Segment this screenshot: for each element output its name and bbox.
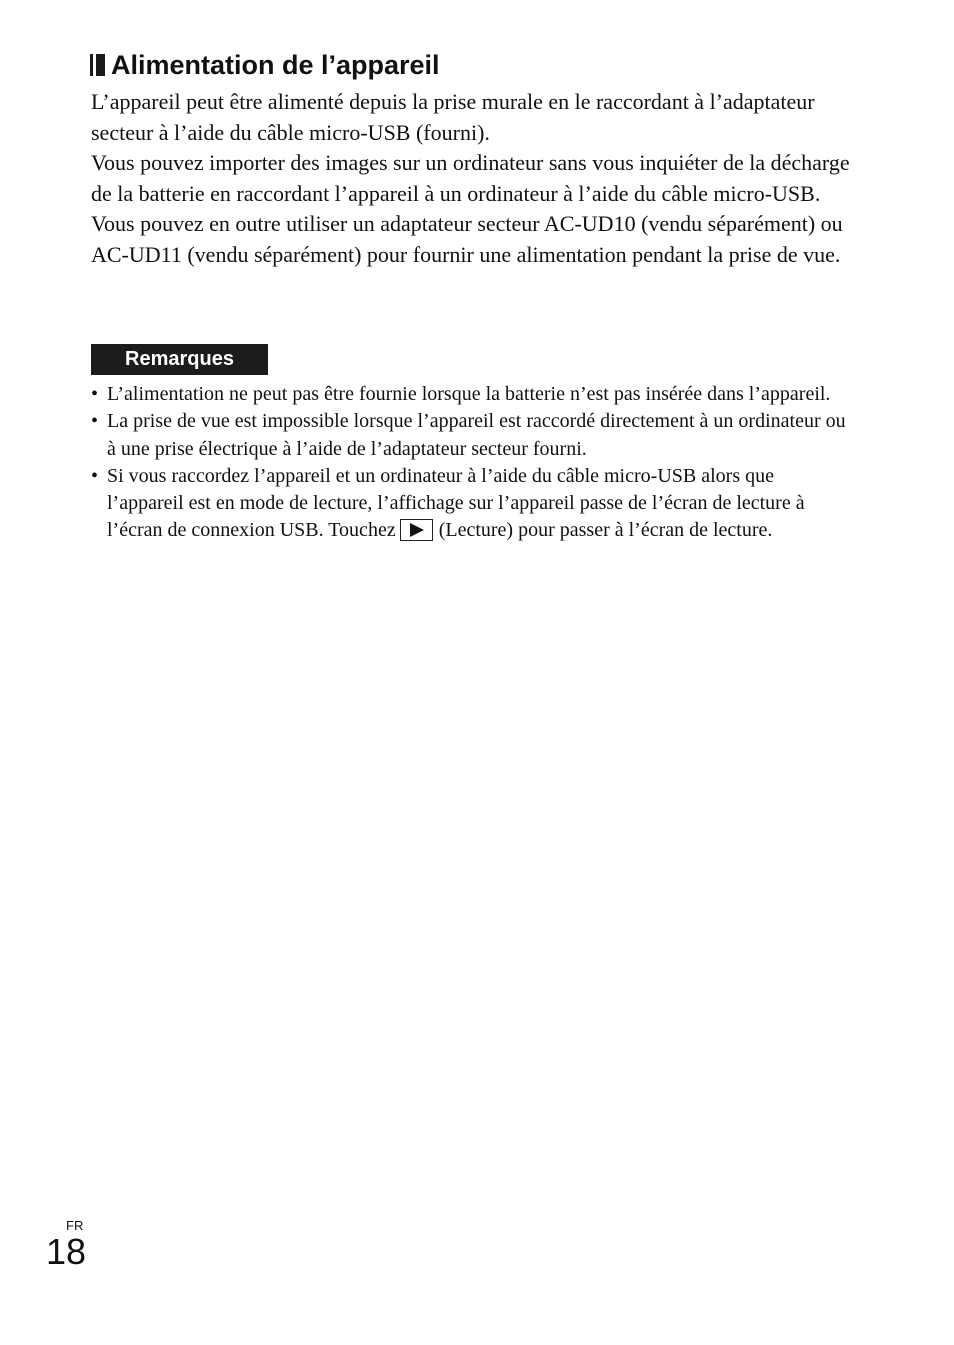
- play-button-icon: [400, 519, 433, 541]
- notes-header: Remarques: [91, 344, 268, 375]
- page-number: 18: [46, 1231, 87, 1272]
- page-language: FR: [66, 1218, 84, 1233]
- note-text: Si vous raccordez l’appareil et un ordinateur à l’aide du câble micro-USB alors que l’appareil est en mode de lecture, l’affichage sur l’appareil passe de l’écran de lecture à l’écran de connexion USB. Touchez: [107, 464, 805, 542]
- section-heading: [90, 48, 440, 82]
- paragraph: Vous pouvez en outre utiliser un adaptateur secteur AC-UD10 (vendu séparément) ou AC-UD11 (vendu séparément) pour fournir une alimentation pendant la prise de vue.: [91, 211, 843, 267]
- list-item: • La prise de vue est impossible lorsque l’appareil est raccordé directement à un ordinateur ou à une prise électrique à l’aide de l’adaptateur secteur fourni.: [91, 408, 851, 463]
- section-title: Alimentation de l’appareil: [111, 50, 440, 80]
- notes-list: [91, 381, 851, 545]
- note-text: (Lecture) pour passer à l’écran de lecture.: [438, 519, 773, 542]
- heading-marker-icon: [90, 54, 105, 76]
- list-item: [91, 463, 851, 545]
- list-item: • L’alimentation ne peut pas être fournie lorsque la batterie n’est pas insérée dans l’appareil.: [91, 381, 851, 408]
- paragraph: L’appareil peut être alimenté depuis la prise murale en le raccordant à l’adaptateur secteur à l’aide du câble micro-USB (fourni).: [91, 89, 815, 145]
- body-text: [91, 87, 851, 271]
- paragraph: Vous pouvez importer des images sur un ordinateur sans vous inquiéter de la décharge de la batterie en raccordant l’appareil à un ordinateur à l’aide du câble micro-USB.: [91, 150, 850, 206]
